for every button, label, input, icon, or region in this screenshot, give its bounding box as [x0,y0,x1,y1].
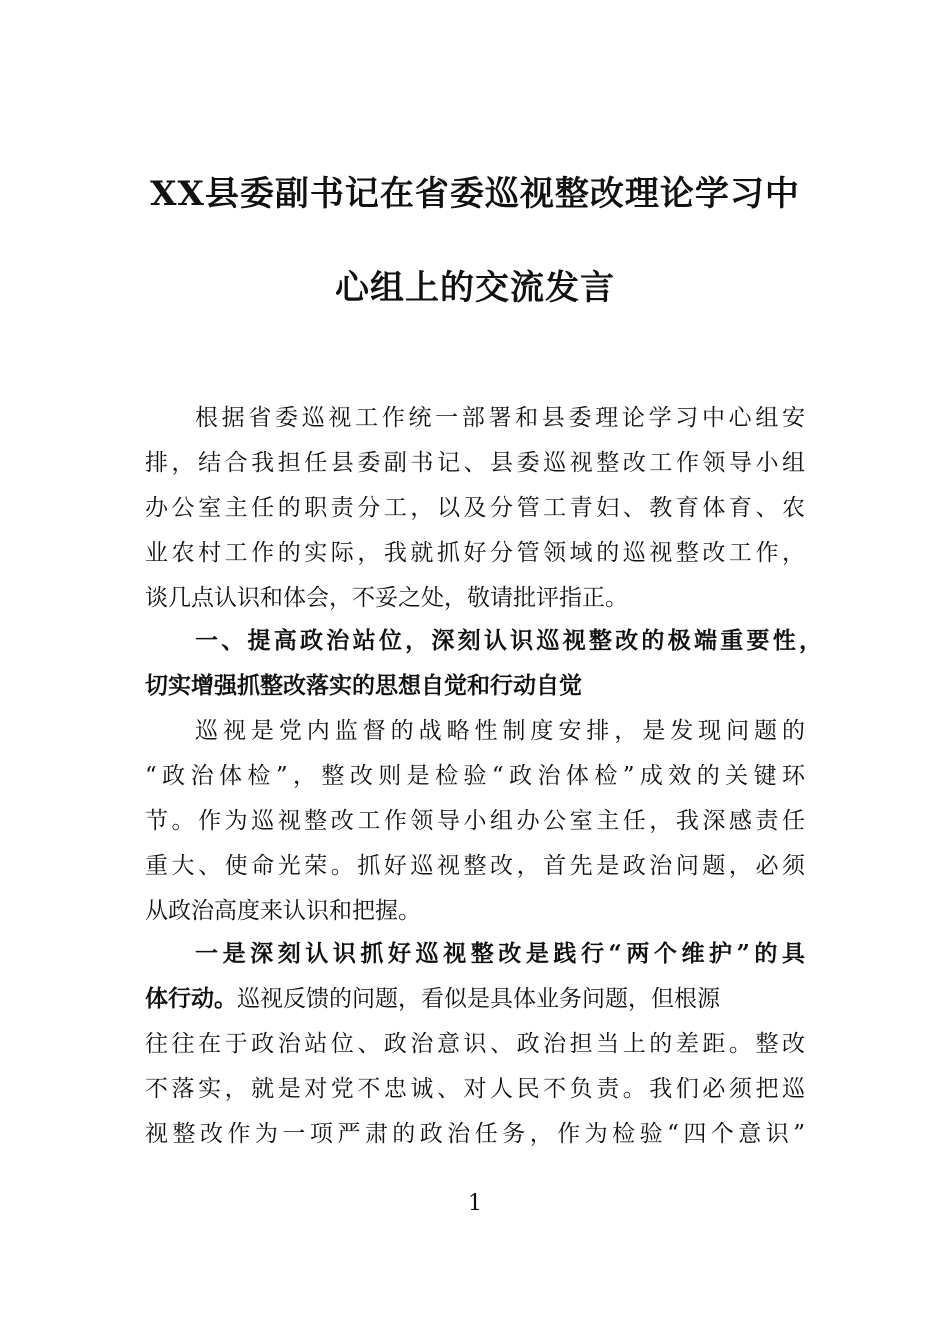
paragraph3-line: 往往在于政治站位、政治意识、政治担当上的差距。整改 [145,1031,805,1057]
paragraph2-line: 重大、使命光荣。抓好巡视整改，首先是政治问题，必须 [145,853,805,879]
paragraph1-line: 办公室主任的职责分工，以及分管工青妇、教育体育、农 [145,495,805,521]
document-title-line2: 心组上的交流发言 [335,268,615,308]
paragraph3-bold-lead: 一是深刻认识抓好巡视整改是践行“两个维护”的具 [195,940,805,967]
document-title-line1: XX县委副书记在省委巡视整改理论学习中 [150,174,800,214]
paragraph1-line: 根据省委巡视工作统一部署和县委理论学习中心组安 [195,405,805,431]
paragraph2-line: “政治体检”，整改则是检验“政治体检”成效的关键环 [145,763,805,789]
section-heading-line: 切实增强抓整改落实的思想自觉和行动自觉 [145,672,582,699]
paragraph3-line: 视整改作为一项严肃的政治任务，作为检验“四个意识” [145,1121,805,1147]
page-number: 1 [468,1191,482,1216]
paragraph2-line: 巡视是党内监督的战略性制度安排，是发现问题的 [195,718,805,744]
paragraph3-line: 不落实，就是对党不忠诚、对人民不负责。我们必须把巡 [145,1076,805,1102]
paragraph1-line: 业农村工作的实际，我就抓好分管领域的巡视整改工作， [145,540,805,566]
paragraph3-line [145,984,805,1014]
paragraph3-line-rest: 巡视反馈的问题，看似是具体业务问题，但根源 [237,986,720,1012]
section-heading-line: 一、提高政治站位，深刻认识巡视整改的极端重要性， [195,627,822,654]
paragraph3-bold-lead-end: 体行动。 [145,985,237,1012]
paragraph2-line: 节。作为巡视整改工作领导小组办公室主任，我深感责任 [145,808,805,834]
paragraph1-line: 排，结合我担任县委副书记、县委巡视整改工作领导小组 [145,450,805,476]
paragraph2-line: 从政治高度来认识和把握。 [145,898,421,924]
paragraph1-line: 谈几点认识和体会，不妥之处，敬请批评指正。 [145,585,628,611]
